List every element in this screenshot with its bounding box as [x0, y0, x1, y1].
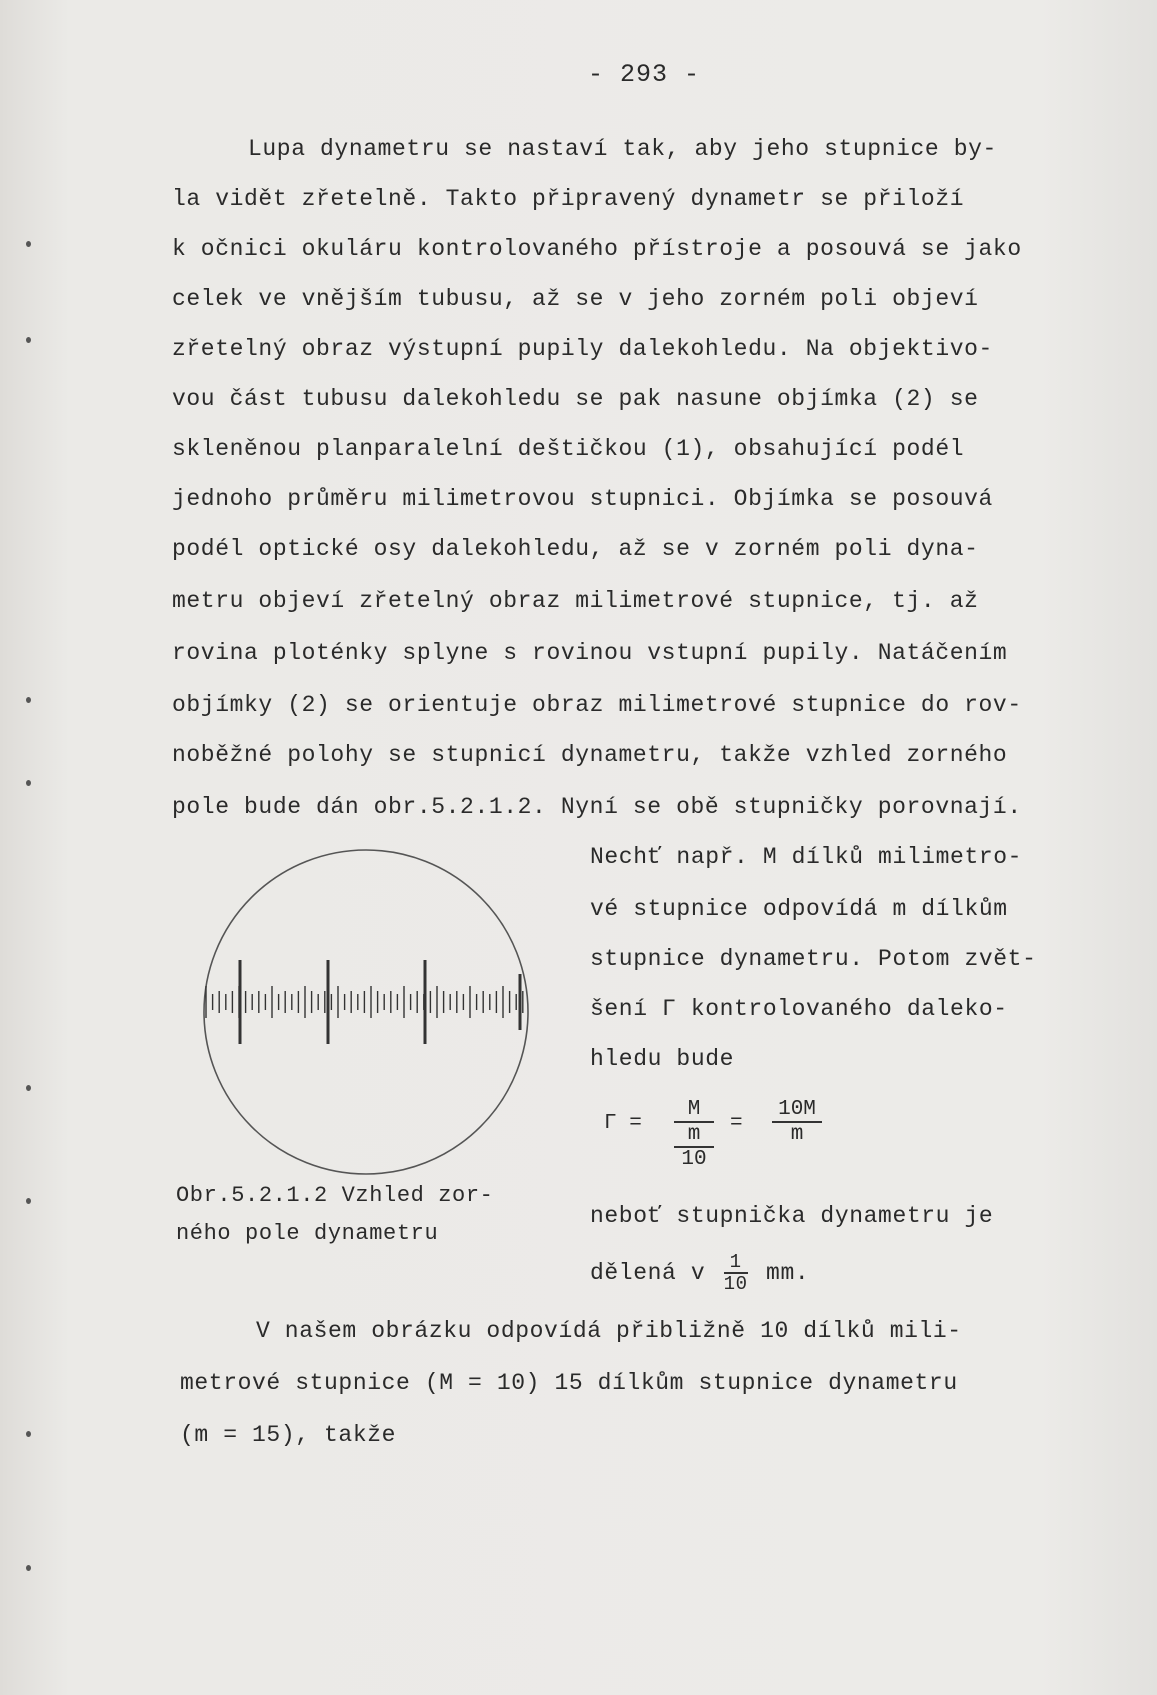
- punch-mark: [26, 1085, 31, 1091]
- text-line: hledu bude: [590, 1046, 735, 1072]
- text-line: la vidět zřetelně. Takto připravený dynametr se přiloží: [172, 186, 965, 212]
- punch-mark: [26, 780, 31, 786]
- text-fragment: dělená v: [590, 1260, 706, 1287]
- text-line: vé stupnice odpovídá m dílkům: [590, 896, 1008, 922]
- inline-fraction-num: 1: [724, 1252, 748, 1274]
- formula-frac2-num: 10M: [778, 1098, 816, 1121]
- text-line: šení Γ kontrolovaného daleko-: [590, 996, 1008, 1022]
- text-line: (m = 15), takže: [180, 1422, 397, 1448]
- text-line: skleněnou planparalelní deštičkou (1), obsahující podél: [172, 436, 965, 462]
- punch-mark: [26, 1431, 31, 1437]
- formula-fraction-2: [772, 1098, 822, 1146]
- figure-caption: Obr.5.2.1.2 Vzhled zor-: [176, 1183, 494, 1208]
- formula-frac1-num: M: [687, 1098, 701, 1121]
- text-line: metru objeví zřetelný obraz milimetrové stupnice, tj. až: [172, 588, 979, 614]
- inline-fraction-den: 10: [723, 1273, 748, 1295]
- formula-lhs: Γ =: [604, 1112, 642, 1135]
- formula-frac1-den-num: m: [674, 1121, 714, 1146]
- text-line: podél optické osy dalekohledu, až se v zorném poli dyna-: [172, 536, 979, 562]
- text-line: zřetelný obraz výstupní pupily dalekohledu. Na objektivo-: [172, 336, 993, 362]
- text-fragment: mm.: [766, 1260, 810, 1287]
- formula-frac1-den-den: 10: [674, 1146, 714, 1171]
- field-circle: [204, 850, 528, 1174]
- text-line: stupnice dynametru. Potom zvět-: [590, 946, 1037, 972]
- text-line: celek ve vnějším tubusu, až se v jeho zorném poli objeví: [172, 286, 979, 312]
- text-line: noběžné polohy se stupnicí dynametru, takže vzhled zorného: [172, 742, 1008, 768]
- punch-mark: [26, 697, 31, 703]
- text-line: Lupa dynametru se nastaví tak, aby jeho stupnice by-: [248, 136, 997, 162]
- formula-equals: =: [730, 1112, 743, 1135]
- text-line: vou část tubusu dalekohledu se pak nasune objímka (2) se: [172, 386, 979, 412]
- field-of-view-figure: [198, 842, 538, 1182]
- figure-caption: ného pole dynametru: [176, 1221, 439, 1246]
- text-line: neboť stupnička dynametru je: [590, 1203, 994, 1229]
- text-line: pole bude dán obr.5.2.1.2. Nyní se obě stupničky porovnají.: [172, 794, 1022, 820]
- punch-mark: [26, 1198, 31, 1204]
- text-line: V našem obrázku odpovídá přibližně 10 dílků mili-: [256, 1318, 962, 1344]
- text-line: rovina ploténky splyne s rovinou vstupní pupily. Natáčením: [172, 640, 1008, 666]
- text-line: objímky (2) se orientuje obraz milimetrové stupnice do rov-: [172, 692, 1022, 718]
- formula-fraction-1: [674, 1098, 714, 1171]
- text-line: jednoho průměru milimetrovou stupnici. Objímka se posouvá: [172, 486, 993, 512]
- magnification-formula: [604, 1098, 844, 1188]
- text-line: metrové stupnice (M = 10) 15 dílkům stupnice dynametru: [180, 1370, 958, 1396]
- page-number: - 293 -: [588, 60, 701, 89]
- text-line: Nechť např. M dílků milimetro-: [590, 844, 1023, 870]
- text-line: k očnici okuláru kontrolovaného přístroje a posouvá se jako: [172, 236, 1022, 262]
- formula-frac2-den: m: [772, 1121, 822, 1146]
- inline-fraction: [724, 1252, 748, 1294]
- text-line: [590, 1252, 809, 1294]
- punch-mark: [26, 1565, 31, 1571]
- punch-mark: [26, 241, 31, 247]
- punch-mark: [26, 337, 31, 343]
